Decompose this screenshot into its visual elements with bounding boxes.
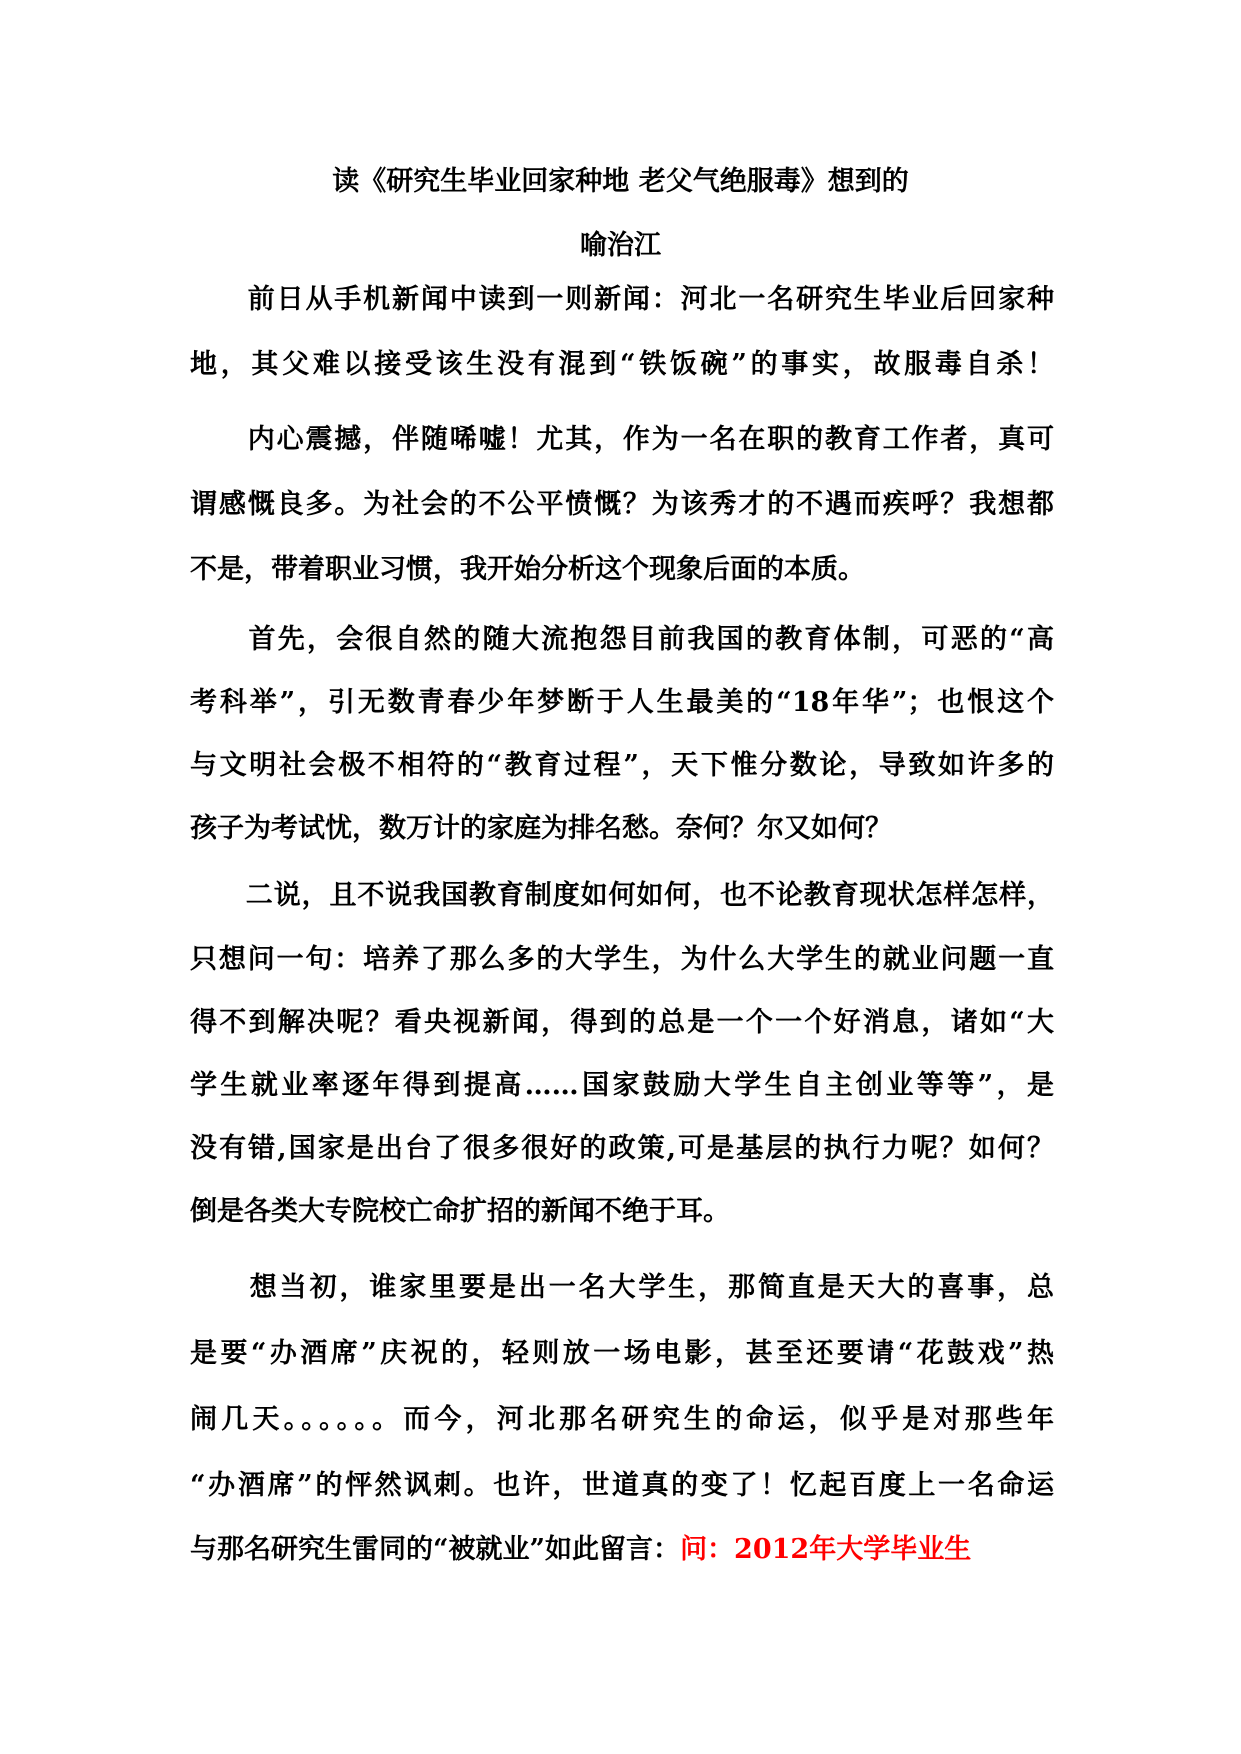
body-line-15: 倒是各类大专院校亡命扩招的新闻不绝于耳。 xyxy=(190,1196,730,1227)
body-line-8: 与文明社会极不相符的“教育过程”，天下惟分数论，导致如许多的 xyxy=(190,750,1054,781)
body-line-7: 考科举”，引无数青春少年梦断于人生最美的“18年华”；也恨这个 xyxy=(190,687,1054,718)
body-line-1: 前日从手机新闻中读到一则新闻：河北一名研究生毕业后回家种 xyxy=(190,284,1054,315)
body-line-14: 没有错,国家是出台了很多很好的政策,可是基层的执行力呢？如何？ xyxy=(190,1133,1054,1164)
body-line-20 xyxy=(190,1530,1054,1570)
body-line-12: 得不到解决呢？看央视新闻，得到的总是一个一个好消息，诸如“大 xyxy=(190,1007,1054,1038)
body-line-6: 首先，会很自然的随大流抱怨目前我国的教育体制，可恶的“高 xyxy=(190,624,1054,655)
body-line-17: 是要“办酒席”庆祝的，轻则放一场电影，甚至还要请“花鼓戏”热 xyxy=(190,1338,1054,1369)
body-line-20-text: 与那名研究生雷同的“被就业”如此留言： xyxy=(190,1534,681,1565)
body-line-2: 地，其父难以接受该生没有混到“铁饭碗”的事实，故服毒自杀！ xyxy=(190,349,1054,380)
body-line-11: 只想问一句：培养了那么多的大学生，为什么大学生的就业问题一直 xyxy=(190,944,1054,975)
body-line-4: 谓感慨良多。为社会的不公平愤慨？为该秀才的不遇而疾呼？我想都 xyxy=(190,489,1054,520)
body-line-10: 二说，且不说我国教育制度如何如何，也不论教育现状怎样怎样， xyxy=(190,880,1054,911)
document-title: 读《研究生毕业回家种地 老父气绝服毒》想到的 xyxy=(332,166,909,197)
body-line-3: 内心震撼，伴随唏嘘！尤其，作为一名在职的教育工作者，真可 xyxy=(190,424,1054,455)
body-line-13: 学生就业率逐年得到提高……国家鼓励大学生自主创业等等”，是 xyxy=(190,1070,1054,1101)
body-line-16: 想当初，谁家里要是出一名大学生，那简直是天大的喜事，总 xyxy=(190,1272,1054,1303)
body-line-5: 不是，带着职业习惯，我开始分析这个现象后面的本质。 xyxy=(190,554,865,585)
body-line-18: 闹几天。。。。。。而今，河北那名研究生的命运，似乎是对那些年 xyxy=(190,1404,1054,1435)
document-author: 喻治江 xyxy=(580,230,661,261)
body-line-9: 孩子为考试忧，数万计的家庭为排名愁。奈何？尔又如何？ xyxy=(190,813,892,844)
body-line-19: “办酒席”的怦然讽刺。也许，世道真的变了！忆起百度上一名命运 xyxy=(190,1470,1054,1501)
highlighted-question-text: 问：2012年大学毕业生 xyxy=(680,1534,972,1565)
